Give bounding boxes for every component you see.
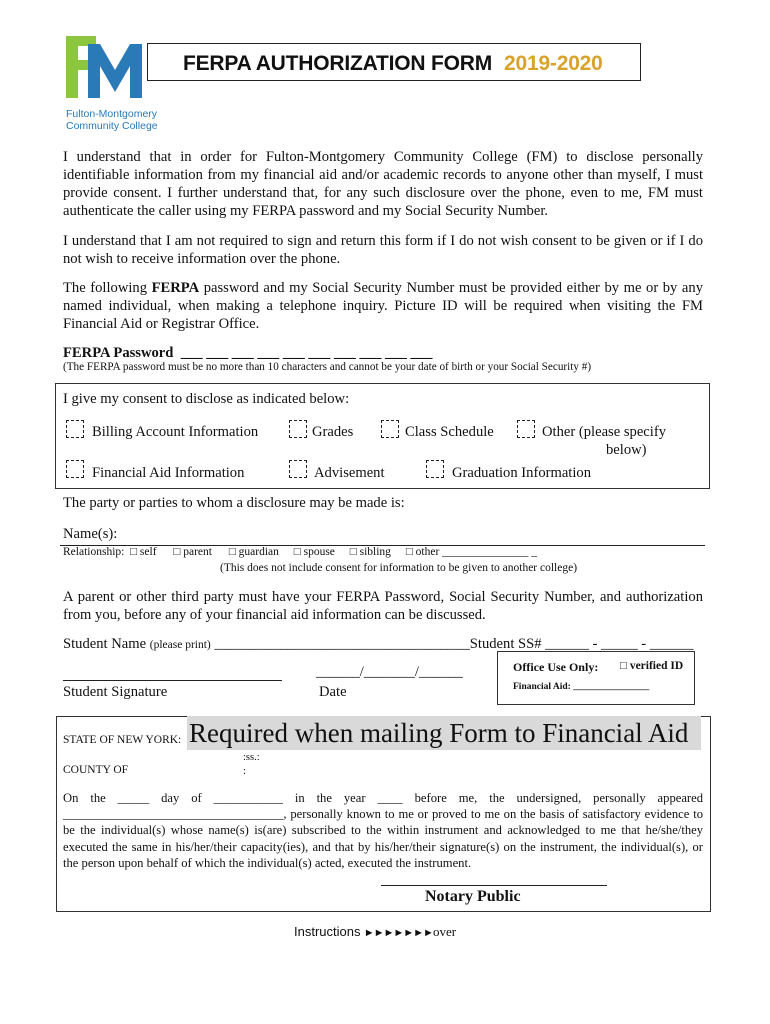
intro-paragraph-1: I understand that in order for Fulton-Montgomery Community College (FM) to disclose personally identifiable information from my financial aid and/or academic records to anyone other than myself, I must provide consent. I further understand that, for any such disclosure over the phone, even to me, FM must authenticate the caller using my FERPA password and my Social Security Number. — [63, 149, 703, 219]
ferpa-password-field[interactable]: FERPA Password ___ ___ ___ ___ ___ ___ ___ ___ ___ ___ — [63, 345, 433, 361]
rel-parent-option[interactable]: □ parent — [173, 546, 212, 558]
student-signature-label: Student Signature — [63, 684, 168, 700]
other-checkbox[interactable] — [517, 420, 535, 438]
billing-checkbox[interactable] — [66, 420, 84, 438]
consent-heading: I give my consent to disclose as indicated below: — [63, 391, 350, 407]
other-label-2: below) — [606, 442, 647, 458]
student-name-field[interactable]: Student Name (please print) ___________________________________Student SS# ______ - _____ - ______ — [63, 636, 694, 652]
advisement-label: Advisement — [314, 465, 385, 481]
verified-id-option[interactable]: □ verified ID — [620, 660, 684, 672]
rel-sibling-option[interactable]: □ sibling — [349, 546, 391, 558]
notary-public-label: Notary Public — [425, 888, 521, 905]
colon-marker: : — [243, 766, 246, 777]
notary-signature-line[interactable] — [381, 885, 607, 886]
intro-paragraph-3: The following FERPA password and my Social Security Number must be provided either by me or by any named individual, when making a telephone inquiry. Picture ID will be required when visiting the FM Financial Aid or Registrar Office. — [63, 280, 703, 332]
grades-label: Grades — [312, 424, 354, 440]
class-schedule-checkbox[interactable] — [381, 420, 399, 438]
party-heading: The party or parties to whom a disclosure may be made is: — [63, 495, 405, 511]
notary-body: On the _____ day of ___________ in the year ____ before me, the undersigned, personally appeared ___________________________________, personally known to me or proved to me on the basis of satisfactory evidence to be the individual(s) whose name(s) is(are) subscribed to the within instrument and acknowledged to me that he/she/they executed the same in his/her/their capacity(ies), and that by his/her/their signature(s) on the instrument, the individual(s), or the person upon behalf of which the individual(s) acted, executed the instrument. — [63, 791, 703, 870]
relationship-row: Relationship: □ self □ parent □ guardian □ spouse □ sibling □ other _______________ _ — [63, 546, 538, 558]
arrow-right-icons: ►►►►►►► — [363, 927, 433, 939]
state-label: STATE OF NEW YORK: — [63, 734, 182, 746]
student-signature-line[interactable] — [63, 680, 282, 681]
advisement-checkbox[interactable] — [289, 460, 307, 478]
intro-paragraph-2: I understand that I am not required to sign and return this form if I do not wish consent to be given or if I do not wish to receive information over the phone. — [63, 233, 703, 267]
date-label: Date — [319, 684, 347, 700]
required-banner: Required when mailing Form to Financial Aid — [187, 716, 701, 750]
financial-aid-checkbox[interactable] — [66, 460, 84, 478]
names-label: Name(s): — [63, 526, 118, 542]
financial-aid-office-field[interactable]: Financial Aid: ________________ — [513, 682, 650, 692]
fm-logo — [66, 36, 142, 98]
graduation-label: Graduation Information — [452, 465, 592, 481]
office-use-label: Office Use Only: — [513, 660, 599, 674]
ss-marker: :ss.: — [243, 752, 260, 763]
rel-other-option[interactable]: □ other _______________ _ — [405, 546, 538, 558]
other-label: Other (please specify — [542, 424, 666, 440]
third-party-paragraph: A parent or other third party must have your FERPA Password, Social Security Number, and authorization from you, before any of your financial aid information can be discussed. — [63, 589, 703, 623]
rel-guardian-option[interactable]: □ guardian — [228, 546, 279, 558]
class-schedule-label: Class Schedule — [405, 424, 494, 440]
rel-spouse-option[interactable]: □ spouse — [293, 546, 335, 558]
date-field[interactable]: ______/_______/______ — [316, 664, 463, 680]
form-year: 2019-2020 — [504, 52, 603, 75]
county-label: COUNTY OF — [63, 764, 129, 776]
college-name: Fulton-Montgomery Community College — [66, 108, 158, 132]
relationship-note: (This does not include consent for information to be given to another college) — [220, 562, 578, 574]
password-note: (The FERPA password must be no more than 10 characters and cannot be your date of birth or your Social Security #) — [63, 361, 592, 373]
rel-self-option[interactable]: □ self — [127, 546, 157, 558]
grades-checkbox[interactable] — [289, 420, 307, 438]
billing-label: Billing Account Information — [92, 424, 259, 440]
graduation-checkbox[interactable] — [426, 460, 444, 478]
instructions-note: Instructions ►►►►►►►over — [294, 924, 457, 939]
financial-aid-label: Financial Aid Information — [92, 465, 245, 481]
page-title: FERPA AUTHORIZATION FORM 2019-2020 — [183, 52, 603, 75]
